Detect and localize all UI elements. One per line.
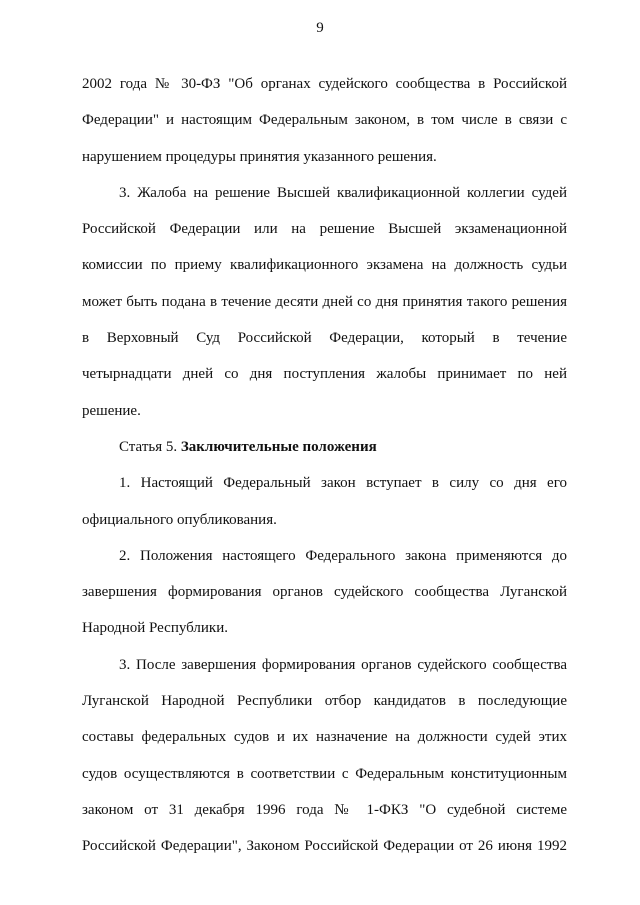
- page-number: 9: [316, 20, 324, 36]
- article-heading: [82, 429, 567, 465]
- text-line: 3. После завершения формирования органов судейского сообщества: [119, 656, 567, 673]
- text-line: законом от 31 декабря 1996 года № 1-ФКЗ "О судебной системе: [82, 801, 567, 818]
- text-line: Российской Федерации", Законом Российской Федерации от 26 июня 1992: [82, 838, 567, 855]
- text-line: в Верховный Суд Российской Федерации, который в течение: [82, 330, 567, 347]
- article-number: Статья 5.: [119, 438, 181, 455]
- text-line: 2002 года № 30-ФЗ "Об органах судейского сообщества в Российской: [82, 76, 567, 92]
- text-line: Федерации" и настоящим Федеральным законом, в том числе в связи с: [82, 112, 567, 129]
- text-line: 1. Настоящий Федеральный закон вступает в силу со дня его: [119, 475, 567, 492]
- text-line: Народной Республики.: [82, 620, 228, 637]
- paragraph-application: [82, 538, 567, 647]
- text-line: может быть подана в течение десяти дней со дня принятия такого решения: [82, 293, 567, 310]
- text-line: решение.: [82, 402, 141, 419]
- text-line: Луганской Народной Республики отбор кандидатов в последующие: [82, 693, 567, 710]
- text-line: четырнадцати дней со дня поступления жалобы принимает по ней: [82, 366, 567, 383]
- text-line: нарушением процедуры принятия указанного решения.: [82, 148, 437, 165]
- paragraph-complaint: [82, 175, 567, 429]
- text-line: завершения формирования органов судейского сообщества Луганской: [82, 584, 567, 601]
- article-title: Заключительные положения: [180, 438, 377, 455]
- paragraph-after-formation: [82, 647, 567, 865]
- text-line: комиссии по приему квалификационного экзамена на должность судьи: [82, 257, 567, 274]
- paragraph-continuation: [82, 66, 567, 175]
- text-line: судов осуществляются в соответствии с Федеральным конституционным: [82, 765, 567, 782]
- text-line: Российской Федерации или на решение Высшей экзаменационной: [82, 221, 567, 238]
- text-line: официального опубликования.: [82, 511, 277, 528]
- text-line: 3. Жалоба на решение Высшей квалификационной коллегии судей: [119, 184, 567, 201]
- document-body: [82, 66, 567, 865]
- text-line: 2. Положения настоящего Федерального закона применяются до: [119, 547, 567, 564]
- text-line: составы федеральных судов и их назначение на должности судей этих: [82, 729, 567, 746]
- paragraph-entry-into-force: [82, 465, 567, 538]
